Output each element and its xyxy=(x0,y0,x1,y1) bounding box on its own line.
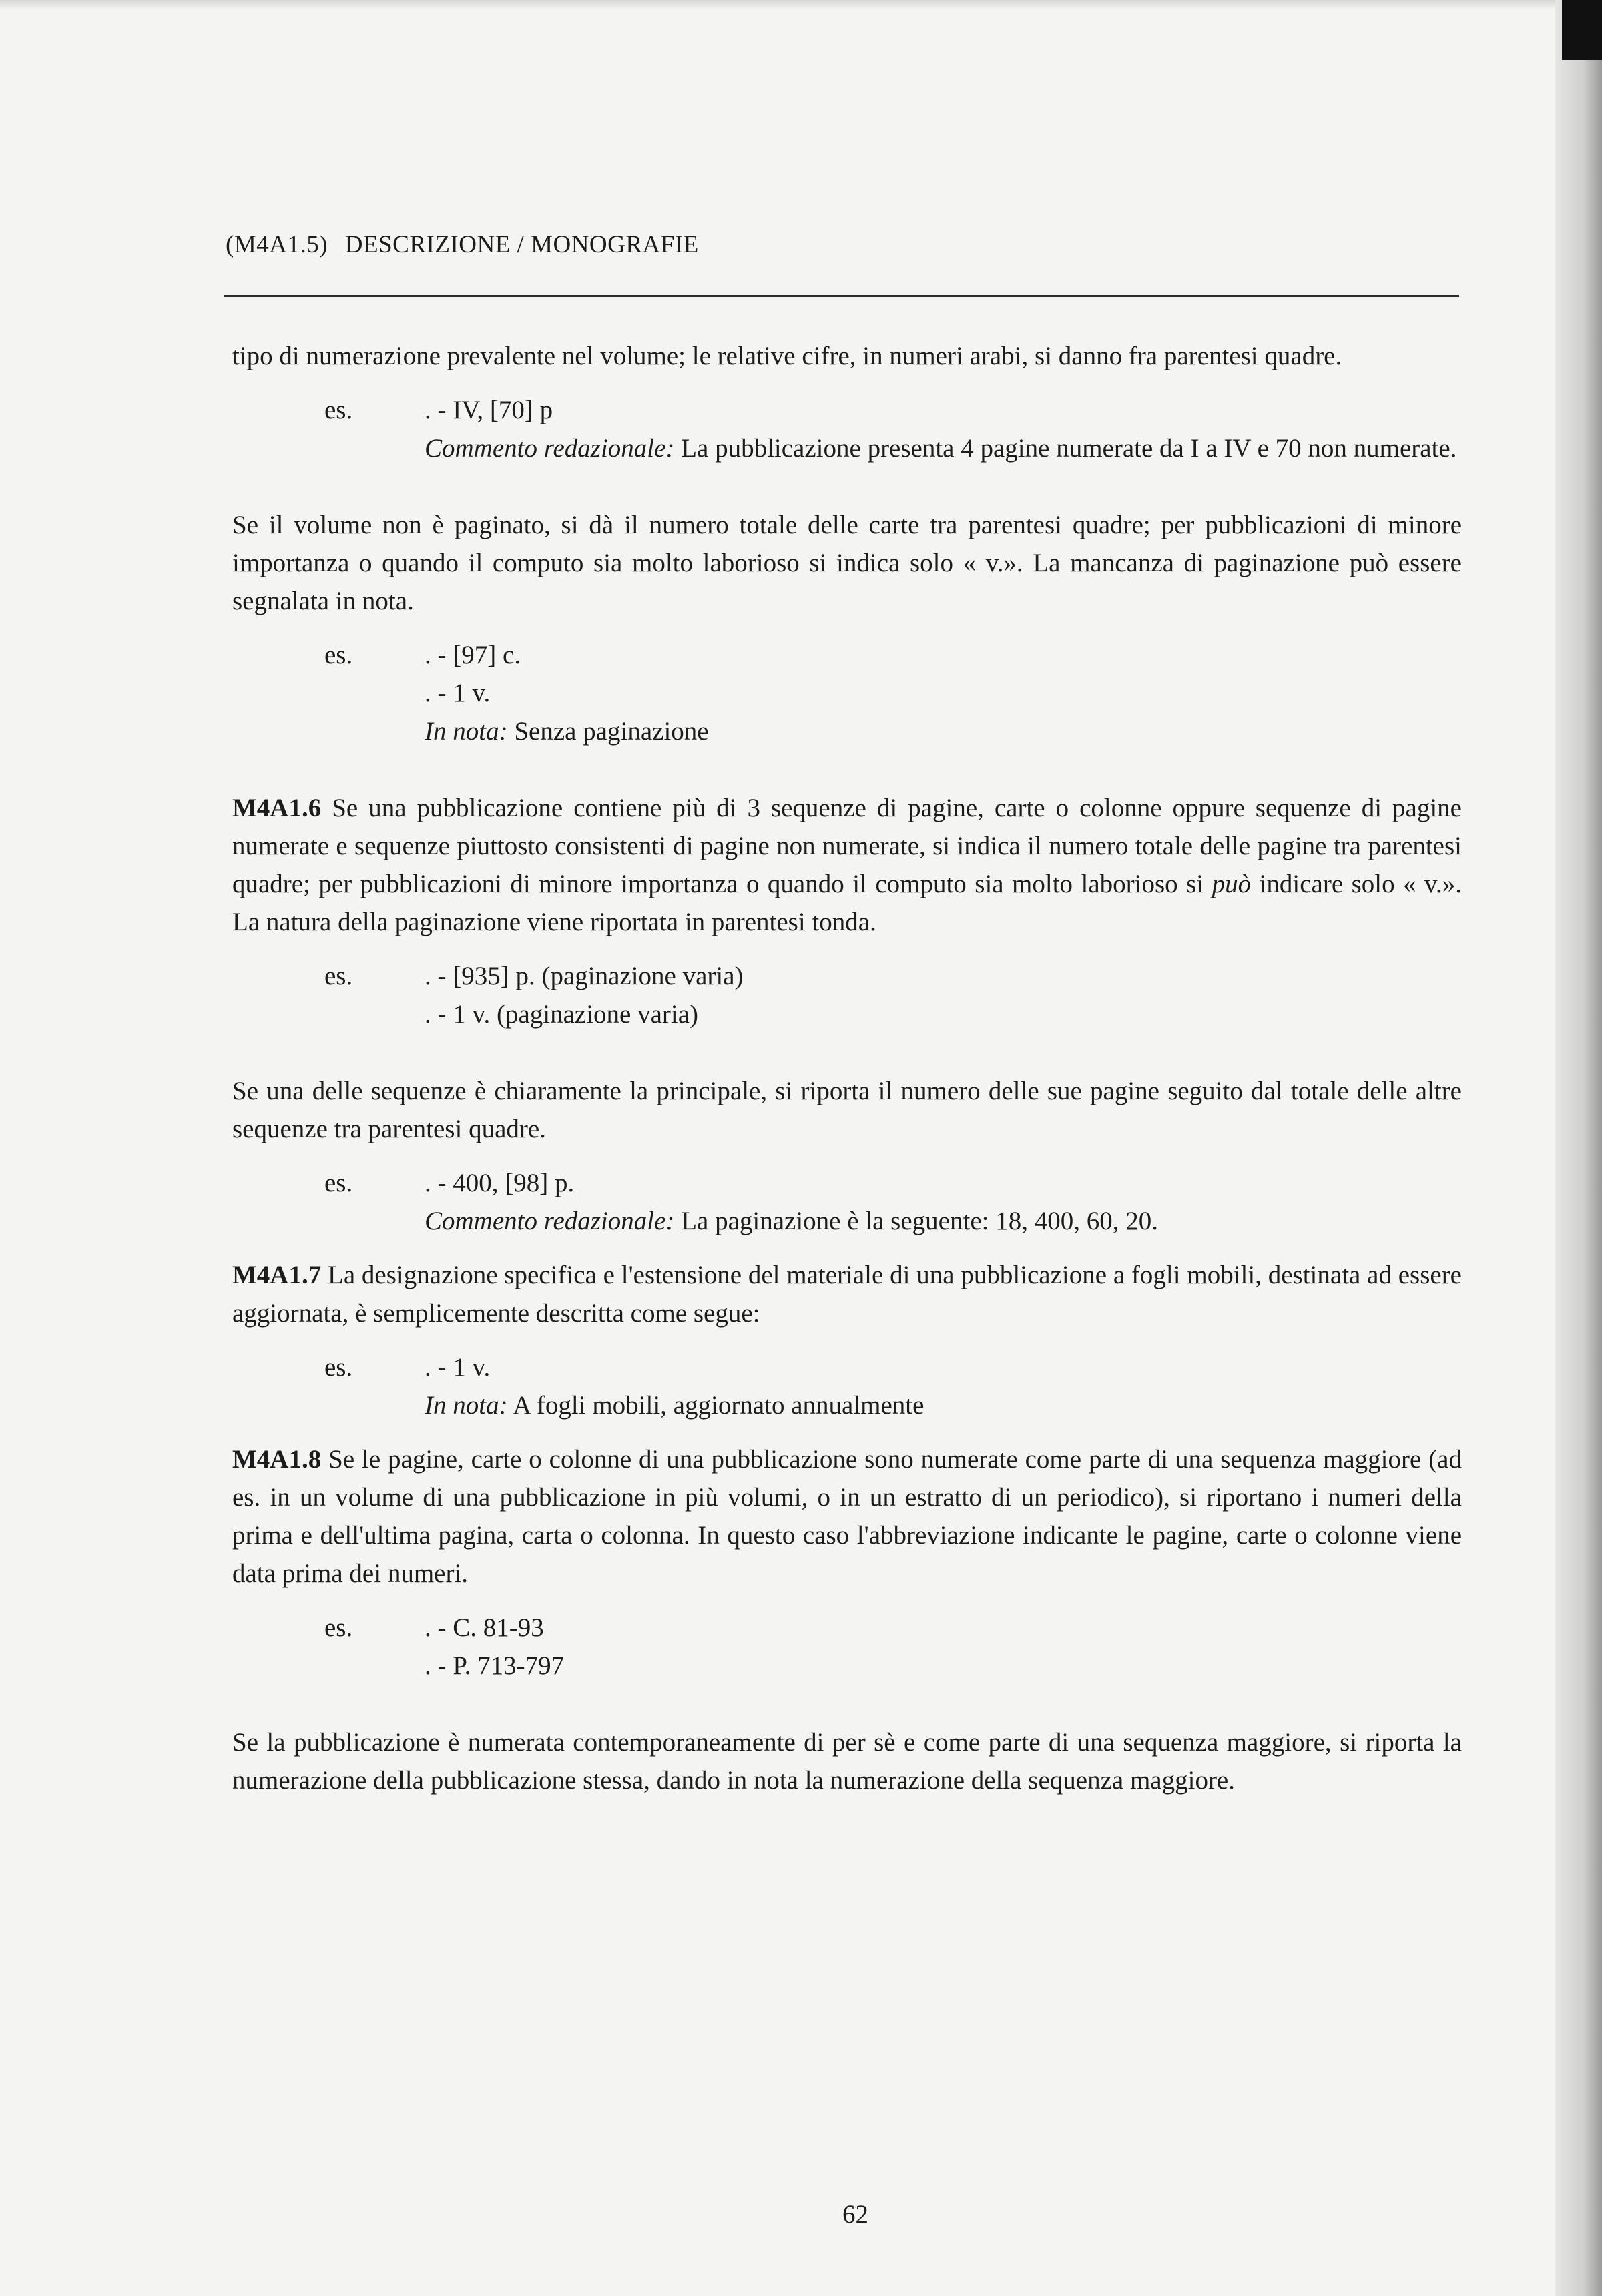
note-text: A fogli mobili, aggiornato annualmente xyxy=(507,1391,924,1420)
paragraph-dual-numbering: Se la pubblicazione è numerata contemporaneamente di per sè e come parte di una sequenza maggiore, si riporta la numerazione della pubblicazione stessa, dando in nota la numerazione della sequenza maggiore. xyxy=(232,1728,1462,1795)
example-block-4 xyxy=(324,1164,1462,1240)
section-m4a1-8 xyxy=(232,1440,1462,1593)
example-block-2 xyxy=(324,636,1462,750)
comment-text: La paginazione è la seguente: 18, 400, 60, 20. xyxy=(674,1207,1158,1235)
example-line: . - IV, [70] p xyxy=(425,396,553,424)
example-block-3 xyxy=(324,957,1462,1033)
page-body xyxy=(232,337,1462,1799)
section-text-italic: può xyxy=(1212,870,1252,898)
section-text: Se le pagine, carte o colonne di una pubblicazione sono numerate come parte di una sequenza maggiore (ad es. in un volume di una pubblicazione in più volumi, o in un estratto di un periodico), si riportano i numeri della prima e dell'ultima pagina, carta o colonna. In questo caso l'abbreviazione indicante le pagine, carte o colonne viene data prima dei numeri. xyxy=(232,1445,1462,1588)
example-line: . - 1 v. xyxy=(425,1353,491,1382)
section-m4a1-6 xyxy=(232,789,1462,941)
page-number: 62 xyxy=(842,2200,868,2229)
example-comment xyxy=(425,1202,1462,1240)
paragraph-no-pagination: Se il volume non è paginato, si dà il numero totale delle carte tra parentesi quadre; per pubblicazioni di minore importanza o quando il computo sia molto laborioso si indica solo « v.». La mancanza di paginazione può essere segnalata in nota. xyxy=(232,511,1462,615)
header-rule xyxy=(224,295,1459,297)
section-text: indicare solo « v.». La natura della paginazione viene riportata in parentesi tonda. xyxy=(232,870,1462,936)
paragraph-main-sequence: Se una delle sequenze è chiaramente la principale, si riporta il numero delle sue pagine seguito dal totale delle altre sequenze tra parentesi quadre. xyxy=(232,1077,1462,1143)
comment-text: La pubblicazione presenta 4 pagine numerate da I a IV e 70 non numerate. xyxy=(674,434,1457,463)
comment-label: Commento redazionale: xyxy=(425,434,675,463)
example-block-5 xyxy=(324,1348,1462,1424)
section-m4a1-7 xyxy=(232,1256,1462,1332)
section-text: Se una pubblicazione contiene più di 3 sequenze di pagine, carte o colonne oppure sequenze di pagine numerate e sequenze piuttosto consistenti di pagine non numerate, si indica il numero totale delle pagine tra parentesi quadre; per pubblicazioni di minore importanza o quando il computo sia molto laborioso si xyxy=(232,794,1462,898)
example-label: es. xyxy=(324,1169,353,1197)
section-code: M4A1.6 xyxy=(232,794,322,822)
section-code: M4A1.7 xyxy=(232,1261,322,1289)
example-label: es. xyxy=(324,641,353,669)
example-line: . - [97] c. xyxy=(425,641,521,669)
page-edge-shadow xyxy=(1555,0,1602,2296)
example-block-6 xyxy=(324,1609,1462,1685)
example-label: es. xyxy=(324,1353,353,1382)
example-note xyxy=(425,712,1462,750)
example-label: es. xyxy=(324,1613,353,1642)
example-comment xyxy=(425,429,1462,467)
paragraph-intro: tipo di numerazione prevalente nel volume; le relative cifre, in numeri arabi, si danno fra parentesi quadre. xyxy=(232,342,1342,370)
example-line: . - 1 v. (paginazione varia) xyxy=(425,1000,699,1029)
section-code: M4A1.8 xyxy=(232,1445,322,1474)
note-label: In nota: xyxy=(425,1391,508,1420)
example-label: es. xyxy=(324,962,353,990)
page-top-shadow xyxy=(0,0,1555,9)
example-line: . - 400, [98] p. xyxy=(425,1169,575,1197)
example-line: . - P. 713-797 xyxy=(425,1651,565,1680)
comment-label: Commento redazionale: xyxy=(425,1207,675,1235)
example-line: . - 1 v. xyxy=(425,679,491,707)
running-header xyxy=(226,230,699,259)
page-corner xyxy=(1562,0,1602,60)
example-line: . - [935] p. (paginazione varia) xyxy=(425,962,744,990)
example-label: es. xyxy=(324,396,353,424)
note-label: In nota: xyxy=(425,717,508,746)
example-note xyxy=(425,1386,1462,1424)
note-text: Senza paginazione xyxy=(507,717,709,746)
section-text: La designazione specifica e l'estensione del materiale di una pubblicazione a fogli mobili, destinata ad essere aggiornata, è semplicemente descritta come segue: xyxy=(232,1261,1462,1328)
example-line: . - C. 81-93 xyxy=(425,1613,544,1642)
header-section-code: (M4A1.5) xyxy=(226,231,328,258)
example-block-1 xyxy=(324,391,1462,467)
header-title: DESCRIZIONE / MONOGRAFIE xyxy=(344,231,699,258)
